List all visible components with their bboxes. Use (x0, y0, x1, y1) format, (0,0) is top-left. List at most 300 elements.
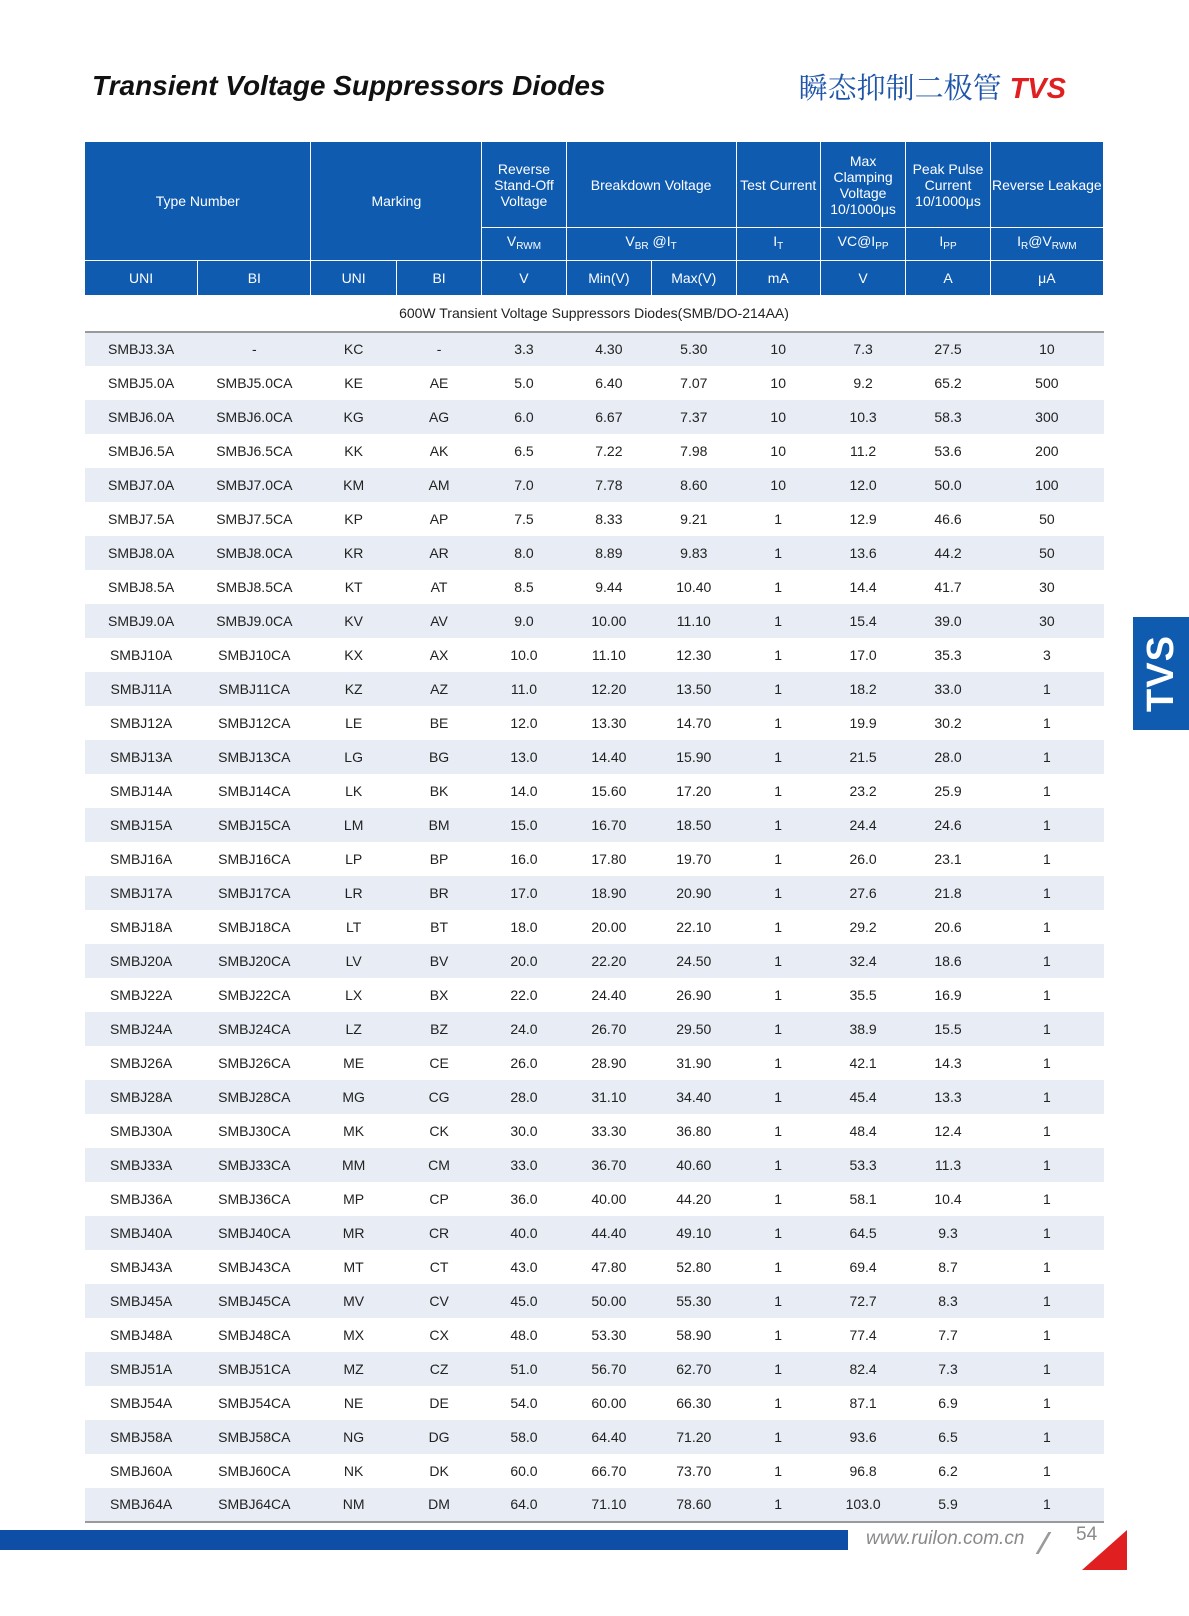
table-cell: 9.0 (482, 604, 566, 638)
table-cell: 10 (736, 434, 820, 468)
table-cell: SMBJ45A (85, 1284, 198, 1318)
table-cell: 5.30 (652, 332, 736, 366)
table-cell: AM (396, 468, 481, 502)
table-row (85, 468, 1104, 502)
table-row (85, 1284, 1104, 1318)
table-cell: 26.70 (566, 1012, 651, 1046)
table-cell: LM (311, 808, 396, 842)
table-cell: SMBJ7.0A (85, 468, 198, 502)
table-cell: KV (311, 604, 396, 638)
table-cell: SMBJ12CA (198, 706, 311, 740)
table-cell: 39.0 (906, 604, 990, 638)
table-cell: 7.22 (566, 434, 651, 468)
table-cell: 9.21 (652, 502, 736, 536)
table-cell: SMBJ43A (85, 1250, 198, 1284)
table-cell: 13.6 (820, 536, 905, 570)
table-row (85, 978, 1104, 1012)
table-cell: 1 (990, 1250, 1103, 1284)
table-cell: 66.30 (652, 1386, 736, 1420)
symbol-vrwm: $V_{RWM}$ (482, 228, 566, 261)
table-cell: SMBJ40A (85, 1216, 198, 1250)
table-cell: 34.40 (652, 1080, 736, 1114)
table-cell: 500 (990, 366, 1103, 400)
table-row (85, 366, 1104, 400)
table-cell: 8.89 (566, 536, 651, 570)
table-cell: 33.0 (482, 1148, 566, 1182)
table-cell: 1 (990, 1318, 1103, 1352)
table-cell: 30.2 (906, 706, 990, 740)
table-cell: SMBJ43CA (198, 1250, 311, 1284)
table-cell: 11.10 (566, 638, 651, 672)
table-cell: 10 (736, 400, 820, 434)
table-cell: 82.4 (820, 1352, 905, 1386)
table-cell: 36.80 (652, 1114, 736, 1148)
table-cell: 50.0 (906, 468, 990, 502)
table-cell: 6.67 (566, 400, 651, 434)
table-cell: 7.37 (652, 400, 736, 434)
table-cell: 33.30 (566, 1114, 651, 1148)
table-cell: MG (311, 1080, 396, 1114)
table-cell: 17.0 (820, 638, 905, 672)
chinese-title (799, 66, 1066, 107)
table-caption: 600W Transient Voltage Suppressors Diodes(SMB/DO-214AA) (85, 296, 1104, 332)
table-cell: BX (396, 978, 481, 1012)
table-cell: SMBJ60A (85, 1454, 198, 1488)
unit-cell: μA (990, 261, 1103, 296)
table-cell: MK (311, 1114, 396, 1148)
page-number: 54 (1076, 1524, 1098, 1545)
table-cell: 24.4 (820, 808, 905, 842)
table-cell: LG (311, 740, 396, 774)
table-cell: 1 (990, 1148, 1103, 1182)
table-cell: 10 (736, 468, 820, 502)
table-cell: 1 (990, 1454, 1103, 1488)
tvs-spec-table (84, 141, 1104, 1523)
table-cell: 1 (736, 1488, 820, 1522)
table-cell: 1 (990, 1284, 1103, 1318)
table-cell: 1 (990, 1488, 1103, 1522)
table-cell: SMBJ18A (85, 910, 198, 944)
table-cell: 12.9 (820, 502, 905, 536)
table-cell: 64.5 (820, 1216, 905, 1250)
table-cell: 46.6 (906, 502, 990, 536)
table-cell: 43.0 (482, 1250, 566, 1284)
table-cell: 6.5 (906, 1420, 990, 1454)
table-cell: 12.0 (820, 468, 905, 502)
table-cell: 7.3 (820, 332, 905, 366)
table-cell: KG (311, 400, 396, 434)
header-test-current: Test Current (736, 142, 820, 228)
table-cell: SMBJ36A (85, 1182, 198, 1216)
table-cell: SMBJ6.5A (85, 434, 198, 468)
table-cell: 1 (990, 672, 1103, 706)
table-cell: SMBJ15CA (198, 808, 311, 842)
table-cell: AX (396, 638, 481, 672)
table-cell: SMBJ8.0A (85, 536, 198, 570)
table-cell: 1 (990, 740, 1103, 774)
side-tab-label: TVS (1139, 635, 1182, 712)
table-cell: 11.0 (482, 672, 566, 706)
table-cell: 1 (990, 1386, 1103, 1420)
table-cell: SMBJ54CA (198, 1386, 311, 1420)
table-cell: SMBJ6.5CA (198, 434, 311, 468)
table-cell: 4.30 (566, 332, 651, 366)
table-cell: KZ (311, 672, 396, 706)
unit-cell: V (482, 261, 566, 296)
table-cell: 6.2 (906, 1454, 990, 1488)
table-cell: 6.40 (566, 366, 651, 400)
table-cell: KE (311, 366, 396, 400)
table-cell: 9.3 (906, 1216, 990, 1250)
table-cell: 1 (736, 842, 820, 876)
table-cell: SMBJ40CA (198, 1216, 311, 1250)
table-cell: 14.70 (652, 706, 736, 740)
table-cell: 50.00 (566, 1284, 651, 1318)
table-cell: 9.83 (652, 536, 736, 570)
table-cell: 8.7 (906, 1250, 990, 1284)
table-cell: 42.1 (820, 1046, 905, 1080)
table-cell: LK (311, 774, 396, 808)
table-cell: SMBJ58A (85, 1420, 198, 1454)
table-cell: 1 (736, 1046, 820, 1080)
tvs-spec-table-container (84, 141, 1104, 1523)
table-cell: 1 (736, 740, 820, 774)
table-cell: 1 (990, 1114, 1103, 1148)
table-cell: SMBJ33CA (198, 1148, 311, 1182)
table-cell: SMBJ7.0CA (198, 468, 311, 502)
table-cell: 35.5 (820, 978, 905, 1012)
footer-bar (0, 1530, 848, 1550)
table-row (85, 1012, 1104, 1046)
table-cell: SMBJ16CA (198, 842, 311, 876)
table-cell: SMBJ51A (85, 1352, 198, 1386)
table-cell: SMBJ30A (85, 1114, 198, 1148)
table-cell: SMBJ5.0A (85, 366, 198, 400)
table-cell: 1 (736, 876, 820, 910)
table-cell: 32.4 (820, 944, 905, 978)
table-cell: LV (311, 944, 396, 978)
table-cell: MZ (311, 1352, 396, 1386)
table-cell: SMBJ36CA (198, 1182, 311, 1216)
table-cell: 36.0 (482, 1182, 566, 1216)
table-cell: AZ (396, 672, 481, 706)
table-cell: AT (396, 570, 481, 604)
table-cell: 6.0 (482, 400, 566, 434)
table-cell: 53.6 (906, 434, 990, 468)
table-cell: SMBJ22CA (198, 978, 311, 1012)
table-cell: 7.5 (482, 502, 566, 536)
table-cell: 12.0 (482, 706, 566, 740)
table-cell: MM (311, 1148, 396, 1182)
table-cell: 24.0 (482, 1012, 566, 1046)
table-cell: 1 (736, 1012, 820, 1046)
table-cell: 93.6 (820, 1420, 905, 1454)
table-cell: SMBJ7.5CA (198, 502, 311, 536)
table-cell: 10.00 (566, 604, 651, 638)
header-peak-pulse: Peak Pulse Current 10/1000μs (906, 142, 990, 228)
table-cell: 22.10 (652, 910, 736, 944)
table-cell: SMBJ11CA (198, 672, 311, 706)
header-max-clamping: Max Clamping Voltage 10/1000μs (820, 142, 905, 228)
table-cell: 53.3 (820, 1148, 905, 1182)
table-cell: AR (396, 536, 481, 570)
table-cell: SMBJ58CA (198, 1420, 311, 1454)
table-cell: SMBJ20CA (198, 944, 311, 978)
table-cell: 1 (736, 502, 820, 536)
table-cell: 28.90 (566, 1046, 651, 1080)
table-cell: KP (311, 502, 396, 536)
unit-cell: V (820, 261, 905, 296)
table-cell: 36.70 (566, 1148, 651, 1182)
header-type-number: Type Number (85, 142, 311, 261)
footer-slash-icon (1036, 1532, 1052, 1554)
table-cell: BE (396, 706, 481, 740)
table-cell: 1 (990, 1216, 1103, 1250)
table-cell: MP (311, 1182, 396, 1216)
table-cell: SMBJ14A (85, 774, 198, 808)
table-cell: LT (311, 910, 396, 944)
table-cell: NE (311, 1386, 396, 1420)
table-cell: NG (311, 1420, 396, 1454)
table-cell: BT (396, 910, 481, 944)
unit-cell: BI (396, 261, 481, 296)
table-cell: SMBJ28CA (198, 1080, 311, 1114)
table-cell: 1 (736, 1352, 820, 1386)
table-cell: 1 (736, 910, 820, 944)
table-row (85, 842, 1104, 876)
table-cell: 50 (990, 536, 1103, 570)
table-row (85, 638, 1104, 672)
table-cell: SMBJ10A (85, 638, 198, 672)
table-cell: 27.5 (906, 332, 990, 366)
side-tab-tvs (1133, 617, 1189, 730)
table-cell: 29.2 (820, 910, 905, 944)
table-cell: 11.10 (652, 604, 736, 638)
table-cell: 23.1 (906, 842, 990, 876)
table-cell: 10.40 (652, 570, 736, 604)
table-cell: DE (396, 1386, 481, 1420)
table-cell: AE (396, 366, 481, 400)
table-cell: 13.3 (906, 1080, 990, 1114)
header-marking: Marking (311, 142, 482, 261)
table-cell: SMBJ10CA (198, 638, 311, 672)
table-cell: SMBJ64A (85, 1488, 198, 1522)
table-cell: 24.50 (652, 944, 736, 978)
table-cell: 3 (990, 638, 1103, 672)
table-row (85, 1182, 1104, 1216)
table-cell: 20.00 (566, 910, 651, 944)
unit-cell: UNI (85, 261, 198, 296)
table-cell: SMBJ8.5A (85, 570, 198, 604)
table-cell: 5.9 (906, 1488, 990, 1522)
table-row (85, 332, 1104, 366)
table-cell: SMBJ54A (85, 1386, 198, 1420)
unit-cell: Max(V) (652, 261, 736, 296)
table-cell: 12.4 (906, 1114, 990, 1148)
table-cell: 54.0 (482, 1386, 566, 1420)
table-cell: BV (396, 944, 481, 978)
table-cell: 12.20 (566, 672, 651, 706)
table-cell: 1 (990, 706, 1103, 740)
table-row (85, 672, 1104, 706)
table-cell: 15.4 (820, 604, 905, 638)
table-cell: 30.0 (482, 1114, 566, 1148)
table-cell: 44.2 (906, 536, 990, 570)
table-cell: 25.9 (906, 774, 990, 808)
table-row (85, 1216, 1104, 1250)
table-row (85, 502, 1104, 536)
table-cell: BK (396, 774, 481, 808)
table-cell: 27.6 (820, 876, 905, 910)
table-cell: 1 (990, 1182, 1103, 1216)
table-cell: 8.0 (482, 536, 566, 570)
table-cell: 10 (990, 332, 1103, 366)
table-cell: SMBJ26CA (198, 1046, 311, 1080)
table-row (85, 1114, 1104, 1148)
table-cell: KC (311, 332, 396, 366)
table-cell: SMBJ33A (85, 1148, 198, 1182)
table-row (85, 1080, 1104, 1114)
table-cell: 45.4 (820, 1080, 905, 1114)
table-cell: 1 (736, 1182, 820, 1216)
table-cell: 1 (736, 1420, 820, 1454)
table-cell: 1 (736, 1454, 820, 1488)
tvs-title-label: TVS (1009, 73, 1066, 105)
table-cell: SMBJ7.5A (85, 502, 198, 536)
table-cell: 6.5 (482, 434, 566, 468)
table-cell: SMBJ14CA (198, 774, 311, 808)
table-cell: 6.9 (906, 1386, 990, 1420)
table-cell: 103.0 (820, 1488, 905, 1522)
table-row (85, 808, 1104, 842)
table-cell: 51.0 (482, 1352, 566, 1386)
unit-cell: A (906, 261, 990, 296)
table-cell: SMBJ30CA (198, 1114, 311, 1148)
table-cell: 1 (736, 672, 820, 706)
table-cell: 31.10 (566, 1080, 651, 1114)
table-cell: 1 (990, 978, 1103, 1012)
table-cell: 1 (990, 876, 1103, 910)
table-cell: DK (396, 1454, 481, 1488)
table-cell: 13.30 (566, 706, 651, 740)
table-cell: NM (311, 1488, 396, 1522)
table-cell: 200 (990, 434, 1103, 468)
table-cell: 1 (736, 1318, 820, 1352)
table-cell: 1 (736, 1284, 820, 1318)
table-cell: 1 (990, 1080, 1103, 1114)
table-cell: 10 (736, 366, 820, 400)
table-cell: SMBJ6.0CA (198, 400, 311, 434)
table-cell: BR (396, 876, 481, 910)
symbol-vc: $VC@I_{PP}$ (820, 228, 905, 261)
table-cell: CP (396, 1182, 481, 1216)
table-cell: SMBJ3.3A (85, 332, 198, 366)
table-cell: 1 (736, 1080, 820, 1114)
table-cell: SMBJ13CA (198, 740, 311, 774)
symbol-it: $I_T$ (736, 228, 820, 261)
table-cell: 48.0 (482, 1318, 566, 1352)
table-row (85, 434, 1104, 468)
table-cell: 31.90 (652, 1046, 736, 1080)
table-cell: SMBJ51CA (198, 1352, 311, 1386)
table-cell: 26.90 (652, 978, 736, 1012)
table-cell: SMBJ16A (85, 842, 198, 876)
unit-cell: Min(V) (566, 261, 651, 296)
table-cell: 52.80 (652, 1250, 736, 1284)
table-cell: 17.0 (482, 876, 566, 910)
table-cell: KX (311, 638, 396, 672)
table-cell: SMBJ48CA (198, 1318, 311, 1352)
table-cell: AP (396, 502, 481, 536)
table-cell: 30 (990, 604, 1103, 638)
table-cell: 1 (736, 1386, 820, 1420)
table-cell: 62.70 (652, 1352, 736, 1386)
table-cell: 72.7 (820, 1284, 905, 1318)
table-cell: 1 (736, 1114, 820, 1148)
table-cell: SMBJ26A (85, 1046, 198, 1080)
table-cell: 15.60 (566, 774, 651, 808)
table-row (85, 944, 1104, 978)
table-cell: SMBJ5.0CA (198, 366, 311, 400)
table-cell: 60.0 (482, 1454, 566, 1488)
table-cell: 35.3 (906, 638, 990, 672)
table-cell: 41.7 (906, 570, 990, 604)
table-cell: 18.2 (820, 672, 905, 706)
table-row (85, 1386, 1104, 1420)
table-cell: 87.1 (820, 1386, 905, 1420)
table-cell: 66.70 (566, 1454, 651, 1488)
table-cell: 58.3 (906, 400, 990, 434)
units-row (85, 261, 1104, 296)
table-cell: SMBJ17A (85, 876, 198, 910)
table-cell: 16.70 (566, 808, 651, 842)
page-title: Transient Voltage Suppressors Diodes (92, 70, 606, 101)
table-cell: 53.30 (566, 1318, 651, 1352)
table-row (85, 1454, 1104, 1488)
table-row (85, 604, 1104, 638)
table-cell: 33.0 (906, 672, 990, 706)
table-cell: 1 (736, 638, 820, 672)
table-cell: 7.7 (906, 1318, 990, 1352)
table-cell: 28.0 (482, 1080, 566, 1114)
table-cell: 55.30 (652, 1284, 736, 1318)
table-cell: 9.44 (566, 570, 651, 604)
table-cell: 18.50 (652, 808, 736, 842)
table-cell: 12.30 (652, 638, 736, 672)
table-cell: CV (396, 1284, 481, 1318)
unit-cell: mA (736, 261, 820, 296)
table-cell: SMBJ13A (85, 740, 198, 774)
table-cell: CR (396, 1216, 481, 1250)
table-cell: 64.0 (482, 1488, 566, 1522)
unit-cell: UNI (311, 261, 396, 296)
table-cell: 1 (736, 570, 820, 604)
table-cell: 1 (736, 1148, 820, 1182)
table-cell: 1 (736, 604, 820, 638)
table-cell: 7.07 (652, 366, 736, 400)
table-cell: 47.80 (566, 1250, 651, 1284)
table-cell: 15.90 (652, 740, 736, 774)
table-cell: SMBJ24CA (198, 1012, 311, 1046)
table-cell: SMBJ6.0A (85, 400, 198, 434)
table-cell: - (198, 332, 311, 366)
table-cell: 44.20 (652, 1182, 736, 1216)
table-cell: 14.0 (482, 774, 566, 808)
table-cell: 23.2 (820, 774, 905, 808)
table-cell: 1 (990, 842, 1103, 876)
table-cell: 20.0 (482, 944, 566, 978)
table-cell: SMBJ28A (85, 1080, 198, 1114)
